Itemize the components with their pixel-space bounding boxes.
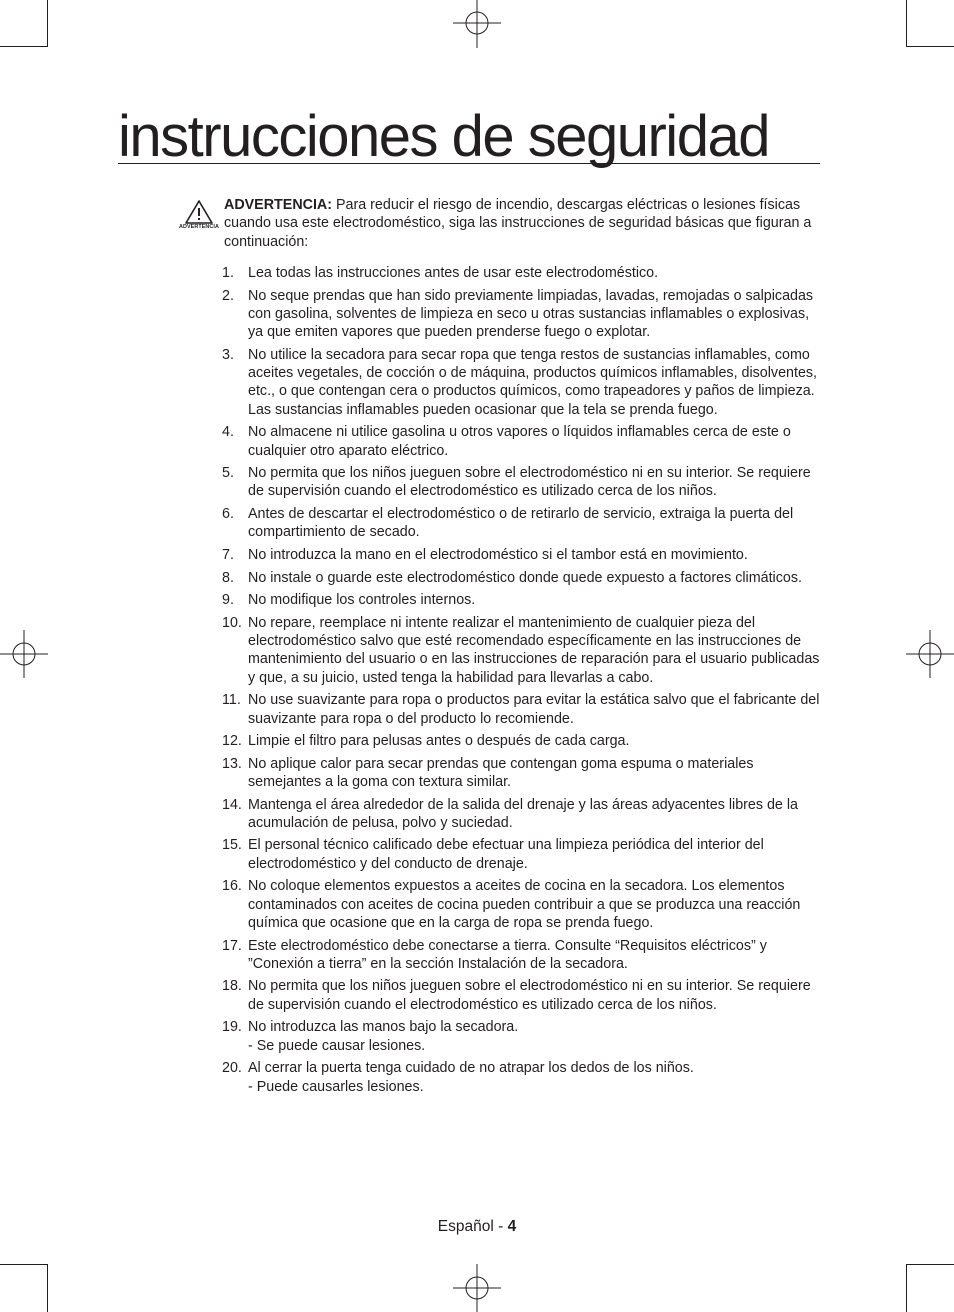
list-item bbox=[222, 877, 822, 932]
item-text: No aplique calor para secar prendas que contengan goma espuma o materiales semejantes a la goma con textura similar. bbox=[248, 755, 754, 790]
item-text: No introduzca la mano en el electrodoméstico si el tambor está en movimiento. bbox=[248, 546, 748, 563]
registration-mark-icon bbox=[906, 630, 954, 678]
item-number: 20. bbox=[222, 1060, 242, 1077]
item-text: Al cerrar la puerta tenga cuidado de no atrapar los dedos de los niños. bbox=[248, 1060, 694, 1077]
page-footer bbox=[0, 1216, 954, 1238]
crop-mark bbox=[906, 46, 954, 47]
item-text: No use suavizante para ropa o productos para evitar la estática salvo que el fabricante del suavizante para ropa o del producto lo recomiende. bbox=[248, 692, 820, 727]
list-item bbox=[222, 1018, 822, 1055]
page-title: instrucciones de seguridad bbox=[118, 104, 820, 164]
list-item bbox=[222, 691, 822, 728]
item-number: 4. bbox=[222, 424, 234, 441]
list-item bbox=[222, 732, 822, 750]
list-item bbox=[222, 755, 822, 792]
crop-mark bbox=[906, 1264, 954, 1265]
item-text: Este electrodoméstico debe conectarse a tierra. Consulte “Requisitos eléctricos” y ”Conexión a tierra” en la sección Instalación de la secadora. bbox=[248, 937, 767, 972]
footer-language: Español - bbox=[437, 1218, 508, 1235]
item-text: No utilice la secadora para secar ropa que tenga restos de sustancias inflamables, como aceites vegetales, de cocción o de máquina, productos químicos inflamables, disolventes, etc., o que contengan cera o productos químicos, como trapeadores y paños de limpieza. Las sustancias inflamables pueden ocasionar que la tela se prenda fuego. bbox=[248, 346, 818, 418]
warning-block bbox=[176, 196, 822, 251]
list-item bbox=[222, 1059, 822, 1096]
list-item bbox=[222, 569, 822, 587]
item-number: 5. bbox=[222, 465, 234, 482]
crop-mark bbox=[47, 1264, 48, 1312]
item-number: 7. bbox=[222, 546, 234, 563]
list-item bbox=[222, 836, 822, 873]
registration-mark-icon bbox=[453, 1264, 501, 1312]
warning-icon bbox=[176, 200, 222, 231]
item-text: Lea todas las instrucciones antes de usar este electrodoméstico. bbox=[248, 265, 659, 281]
item-number: 2. bbox=[222, 287, 234, 304]
item-number: 10. bbox=[222, 614, 242, 631]
item-number: 18. bbox=[222, 978, 242, 995]
list-item bbox=[222, 614, 822, 687]
item-number: 16. bbox=[222, 878, 242, 895]
registration-mark-icon bbox=[453, 0, 501, 48]
list-item bbox=[222, 796, 822, 833]
item-number: 14. bbox=[222, 796, 242, 813]
item-number: 13. bbox=[222, 755, 242, 772]
item-subtext: - Se puede causar lesiones. bbox=[248, 1037, 426, 1054]
item-number: 15. bbox=[222, 837, 242, 854]
list-item bbox=[222, 591, 822, 609]
item-text: No instale o guarde este electrodoméstico donde quede expuesto a factores climáticos. bbox=[248, 569, 802, 586]
registration-mark-icon bbox=[0, 630, 48, 678]
page-number: 4 bbox=[507, 1218, 517, 1235]
crop-mark bbox=[0, 1264, 48, 1265]
warning-text bbox=[224, 196, 822, 251]
list-item bbox=[222, 977, 822, 1014]
warning-lead: ADVERTENCIA: bbox=[224, 197, 333, 213]
item-subtext: - Puede causarles lesiones. bbox=[248, 1078, 424, 1095]
item-number: 6. bbox=[222, 506, 234, 523]
item-text: Mantenga el área alrededor de la salida del drenaje y las áreas adyacentes libres de la acumulación de pelusa, polvo y suciedad. bbox=[248, 796, 798, 831]
item-text: No permita que los niños jueguen sobre el electrodoméstico ni en su interior. Se requiere de supervisión cuando el electrodoméstico es utilizado cerca de los niños. bbox=[248, 978, 811, 1013]
item-text: No seque prendas que han sido previamente limpiadas, lavadas, remojadas o salpicadas con gasolina, solventes de limpieza en seco u otras sustancias inflamables o explosivas, ya que emiten vapores que pueden prenderse fuego o explotar. bbox=[248, 287, 814, 341]
item-number: 1. bbox=[222, 265, 234, 281]
crop-mark bbox=[47, 0, 48, 47]
item-number: 3. bbox=[222, 346, 234, 363]
item-number: 17. bbox=[222, 937, 242, 954]
warning-body: Para reducir el riesgo de incendio, descargas eléctricas o lesiones físicas cuando usa este electrodoméstico, siga las instrucciones de seguridad básicas que figuran a continuación: bbox=[224, 197, 812, 250]
item-number: 11. bbox=[222, 692, 241, 709]
crop-mark bbox=[906, 0, 907, 47]
item-number: 9. bbox=[222, 592, 234, 609]
crop-mark bbox=[0, 46, 48, 47]
item-text: Limpie el filtro para pelusas antes o después de cada carga. bbox=[248, 733, 630, 750]
item-text: Antes de descartar el electrodoméstico o de retirarlo de servicio, extraiga la puerta del compartimiento de secado. bbox=[248, 506, 794, 541]
list-item bbox=[222, 346, 822, 419]
crop-mark bbox=[906, 1264, 907, 1312]
list-item bbox=[222, 423, 822, 460]
item-text: No almacene ni utilice gasolina u otros vapores o líquidos inflamables cerca de este o cualquier otro aparato eléctrico. bbox=[248, 424, 791, 459]
safety-list bbox=[222, 264, 822, 1100]
item-text: No introduzca las manos bajo la secadora. bbox=[248, 1019, 519, 1036]
list-item bbox=[222, 546, 822, 564]
list-item bbox=[222, 464, 822, 501]
item-text: El personal técnico calificado debe efectuar una limpieza periódica del interior del electrodoméstico y del conducto de drenaje. bbox=[248, 837, 764, 872]
item-number: 12. bbox=[222, 733, 242, 750]
item-number: 19. bbox=[222, 1019, 242, 1036]
item-text: No modifique los controles internos. bbox=[248, 592, 476, 609]
item-text: No coloque elementos expuestos a aceites de cocina en la secadora. Los elementos contaminados con aceites de cocina pueden contribuir a que se produzca una reacción química que ocasione que en la carga de ropa se prenda fuego. bbox=[248, 878, 801, 931]
item-number: 8. bbox=[222, 569, 234, 586]
item-text: No repare, reemplace ni intente realizar el mantenimiento de cualquier pieza del electrodoméstico salvo que esté recomendado específicamente en las instrucciones de mantenimiento del usuario o en las instrucciones de reparación para el usuario publicadas y que, a su juicio, usted tenga la habilidad para llevarlas a cabo. bbox=[248, 614, 820, 686]
list-item bbox=[222, 287, 822, 342]
item-text: No permita que los niños jueguen sobre el electrodoméstico ni en su interior. Se requiere de supervisión cuando el electrodoméstico es utilizado cerca de los niños. bbox=[248, 465, 811, 500]
list-item bbox=[222, 264, 822, 282]
warning-icon-label: ADVERTENCIA bbox=[178, 224, 220, 230]
list-item bbox=[222, 937, 822, 974]
list-item bbox=[222, 505, 822, 542]
